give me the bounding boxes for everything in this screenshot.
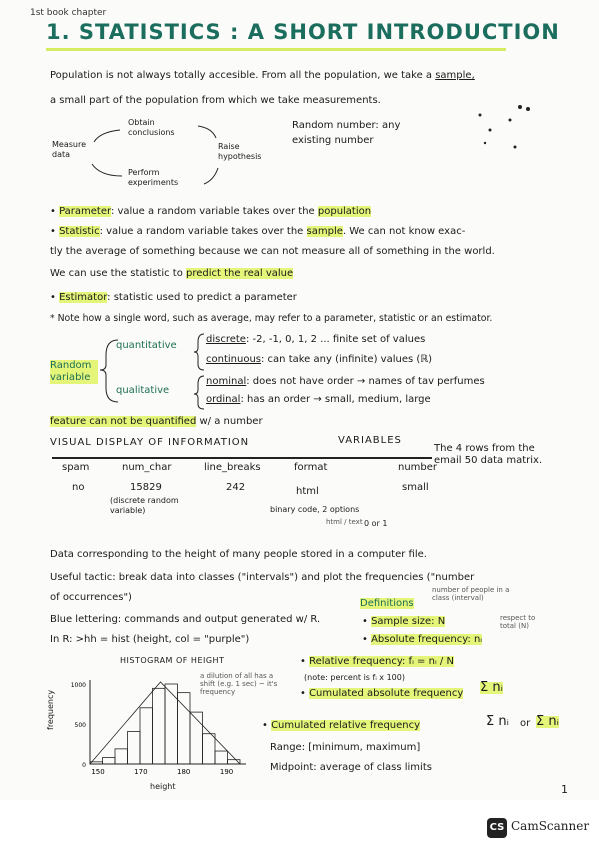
statistic-line-3: tly the average of something because we can not measure all of something in the world. — [50, 246, 495, 257]
var-numchar-note: (discrete random variable) — [110, 496, 179, 515]
formula-or: or — [520, 718, 531, 729]
visual-display-heading: VISUAL DISPLAY OF INFORMATION — [50, 437, 250, 448]
var-format-note: binary code, 2 options — [270, 505, 360, 514]
sub-brace-icon — [192, 330, 206, 410]
ordinal-text: : has an order → small, medium, large — [240, 394, 431, 405]
definitions-side-note-2: respect to total (N) — [500, 614, 536, 630]
rows-note: The 4 rows from the email 50 data matrix. — [434, 443, 543, 466]
formula-cum-rel: Σ nᵢ — [486, 714, 509, 729]
ordinal-term: ordinal — [206, 394, 241, 405]
random-number-line-2: existing number — [292, 135, 374, 146]
var-format-options: html / text — [326, 518, 363, 526]
statistic-text: : value a random variable takes over the — [99, 226, 307, 237]
qualitative-label: qualitative — [116, 385, 170, 396]
scanner-footer — [0, 800, 599, 848]
sample-dots-icon — [470, 95, 540, 155]
parameter-term: Parameter — [59, 206, 111, 217]
discrete-text: : -2, -1, 0, 1, 2 ... finite set of values — [245, 334, 426, 345]
nominal-definition — [206, 376, 485, 388]
page-title: 1. STATISTICS : A SHORT INTRODUCTION — [46, 20, 560, 44]
relative-frequency-definition: • Relative frequency: fᵢ = nᵢ / N — [300, 656, 454, 667]
histogram-plot — [64, 668, 264, 780]
histogram-bar — [178, 693, 191, 764]
histogram-x-tick: 170 — [134, 768, 148, 776]
intro-line-2: a small part of the population from which we take measurements. — [50, 95, 381, 106]
estimator-text: : statistic used to predict a parameter — [107, 292, 297, 303]
parameter-definition: • Parameter: value a random variable takes over the population — [50, 206, 372, 217]
ordinal-definition — [206, 394, 431, 406]
histogram-bar — [153, 688, 166, 764]
page-number: 1 — [561, 783, 568, 796]
definitions-heading — [360, 598, 414, 610]
histogram-bar — [103, 758, 116, 764]
var-spam: spam — [62, 462, 90, 473]
var-numchar: num_char — [122, 462, 172, 473]
statistic-term: Statistic — [59, 226, 100, 237]
matrix-divider — [52, 457, 432, 459]
var-format-value: html — [296, 486, 319, 497]
camscanner-logo-icon: CS — [487, 818, 507, 838]
var-number-value: small — [402, 482, 429, 493]
histogram-title: HISTOGRAM OF HEIGHT — [120, 656, 225, 665]
nominal-text: : does not have order → names of tav perfumes — [246, 376, 485, 387]
predict-phrase: predict the real value — [186, 268, 294, 279]
relative-frequency-text: Relative frequency: fᵢ = nᵢ / N — [309, 656, 454, 667]
histogram-bar — [190, 712, 203, 764]
sample-hl-word: sample — [306, 226, 343, 237]
nominal-term: nominal — [206, 376, 247, 387]
intro-text: Population is not always totally accesible. From all the population, we take a — [50, 70, 436, 81]
histogram-y-tick: 0 — [82, 762, 86, 769]
sample-size-text: Sample size: N — [371, 616, 446, 627]
cumulated-absolute-definition: • Cumulated absolute frequency — [300, 688, 464, 699]
cycle-measure: Measure data — [52, 140, 86, 159]
data-line-2: Useful tactic: break data into classes ("intervals") and plot the frequencies ("number — [50, 572, 475, 583]
var-linebreaks-value: 242 — [226, 482, 246, 493]
var-numchar-value: 15829 — [130, 482, 162, 493]
definitions-side-note-1: number of people in a class (interval) — [432, 586, 510, 602]
midpoint-definition: Midpoint: average of class limits — [270, 762, 432, 773]
line4-text: We can use the statistic to — [50, 268, 187, 279]
histogram-bar — [140, 708, 153, 764]
data-line-3: of occurrences") — [50, 592, 132, 603]
absolute-frequency-definition: • Absolute frequency: nᵢ — [362, 634, 483, 645]
statistic-definition: • Statistic: value a random variable takes over the sample. We can not know exac- — [50, 226, 466, 237]
cycle-arrows-icon — [80, 118, 240, 198]
data-line-4: Blue lettering: commands and output generated w/ R. — [50, 614, 321, 625]
intro-line-1 — [50, 70, 475, 82]
cycle-raise: Raise hypothesis — [218, 142, 262, 161]
data-line-5: In R: >hh = hist (height, col = "purple") — [50, 634, 250, 645]
histogram-x-tick: 150 — [91, 768, 105, 776]
note-line: * Note how a single word, such as average, may refer to a parameter, statistic or an estimator. — [50, 313, 493, 324]
feature-note — [50, 416, 263, 428]
histogram-y-tick: 1000 — [70, 682, 86, 689]
estimator-definition: • Estimator: statistic used to predict a parameter — [50, 292, 297, 303]
histogram-x-tick: 190 — [219, 768, 234, 776]
histogram-ylabel: frequency — [46, 689, 55, 730]
formula-cum-abs: Σ nᵢ — [480, 680, 503, 695]
continuous-term: continuous — [206, 354, 261, 365]
histogram-xlabel: height — [150, 782, 176, 791]
random-variable-root: Random variable — [50, 360, 98, 384]
histogram-y-tick: 500 — [74, 722, 86, 729]
histogram-bar — [128, 732, 141, 764]
var-linebreaks: line_breaks — [204, 462, 261, 473]
statistic-text-2: . We can not know exac- — [342, 226, 466, 237]
parameter-text: : value a random variable takes over the — [110, 206, 318, 217]
relative-frequency-note: (note: percent is fᵢ x 100) — [304, 673, 405, 682]
cumulated-relative-text: Cumulated relative frequency — [271, 720, 421, 731]
cumulated-absolute-text: Cumulated absolute frequency — [309, 688, 464, 699]
feature-note-hl: feature can not be quantified — [50, 416, 197, 427]
histogram-note: a dilution of all has a shift (e.g. 1 sec) ~ it's frequency — [200, 672, 278, 696]
estimator-term: Estimator — [59, 292, 108, 303]
continuous-definition — [206, 354, 432, 366]
statistic-line-4 — [50, 268, 293, 280]
cycle-perform: Perform experiments — [128, 168, 179, 187]
population-word: population — [317, 206, 372, 217]
histogram-bar — [165, 684, 178, 764]
sample-size-definition: • Sample size: N — [362, 616, 446, 627]
histogram-bar — [215, 751, 228, 764]
formula-sum-f: Σ nᵢ — [536, 714, 559, 729]
histogram-bar — [115, 749, 128, 764]
cycle-obtain: Obtain conclusions — [128, 118, 175, 137]
histogram-x-tick: 180 — [177, 768, 191, 776]
histogram-bar — [203, 734, 216, 764]
camscanner-brand: CamScanner — [511, 819, 590, 833]
absolute-frequency-text: Absolute frequency: nᵢ — [371, 634, 483, 645]
range-definition: Range: [minimum, maximum] — [270, 742, 421, 753]
data-line-1: Data corresponding to the height of many people stored in a computer file. — [50, 549, 427, 560]
variables-heading: VARIABLES — [338, 435, 402, 446]
var-format: format — [294, 462, 328, 473]
var-format-bits: 0 or 1 — [364, 519, 388, 528]
discrete-term: discrete — [206, 334, 246, 345]
definitions-heading-text: Definitions — [360, 598, 414, 609]
discrete-definition — [206, 334, 425, 346]
sample-word: sample, — [435, 70, 475, 81]
cumulated-relative-definition: • Cumulated relative frequency — [262, 720, 421, 731]
feature-note-tail: w/ a number — [196, 416, 263, 427]
random-number-line-1: Random number: any — [292, 120, 401, 131]
quantitative-label: quantitative — [116, 340, 177, 351]
chapter-label: 1st book chapter — [30, 8, 107, 18]
var-spam-value: no — [72, 482, 85, 493]
continuous-text: : can take any (infinite) values (ℝ) — [261, 354, 433, 365]
var-number: number — [398, 462, 438, 473]
title-underline — [46, 48, 506, 51]
